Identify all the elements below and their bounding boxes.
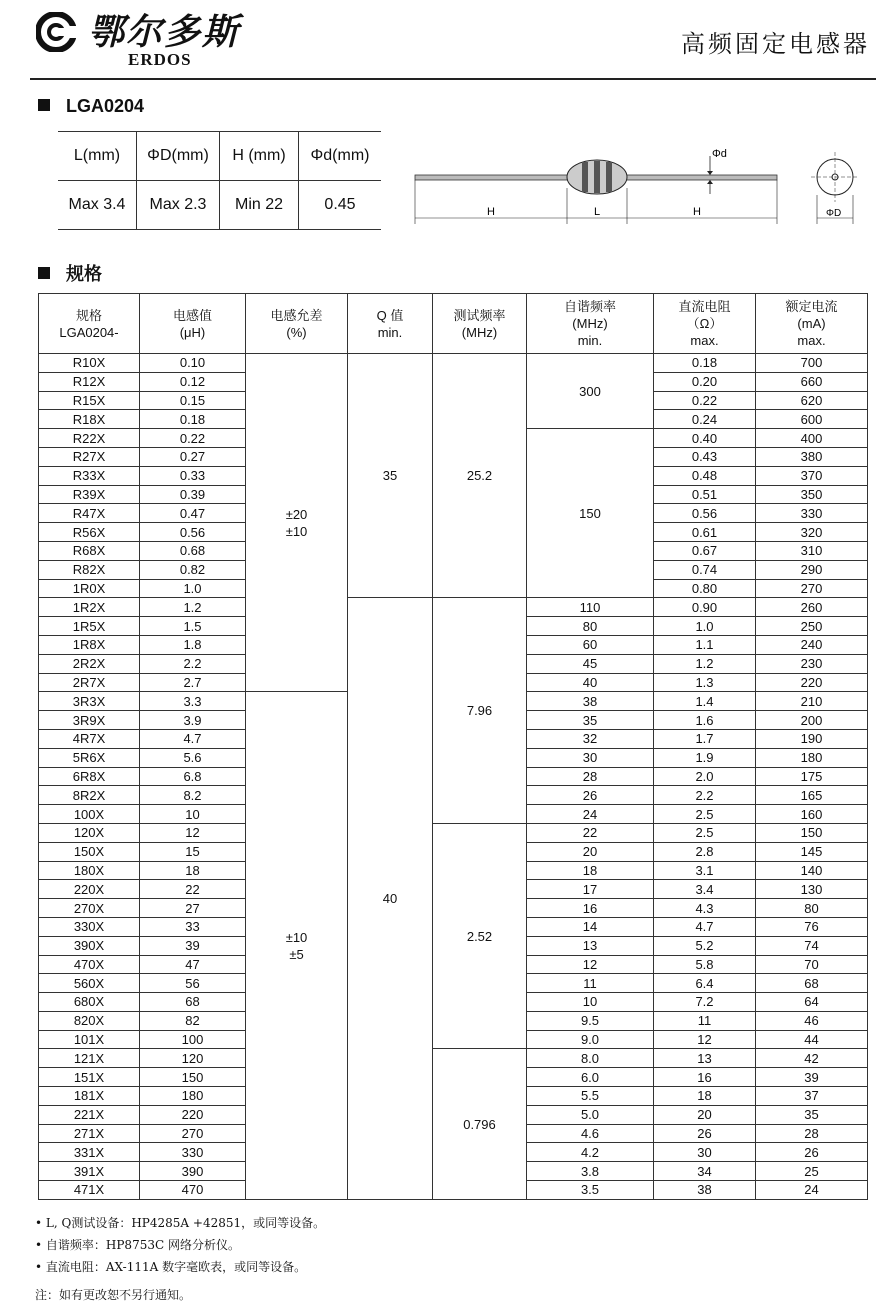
cell-dcr: 5.8 xyxy=(654,955,756,974)
cell-srf: 4.2 xyxy=(527,1143,654,1162)
cell-dcr: 0.24 xyxy=(654,410,756,429)
cell-model: 3R3X xyxy=(39,692,140,711)
cell-inductance: 18 xyxy=(140,861,246,880)
cell-dcr: 0.56 xyxy=(654,504,756,523)
cell-inductance: 270 xyxy=(140,1124,246,1143)
cell-dcr: 7.2 xyxy=(654,993,756,1012)
cell-srf: 32 xyxy=(527,729,654,748)
cell-model: 331X xyxy=(39,1143,140,1162)
lead-length-label-left: H xyxy=(487,206,495,218)
cell-inductance: 120 xyxy=(140,1049,246,1068)
cell-current: 190 xyxy=(756,729,868,748)
logo-mark-icon xyxy=(36,12,76,52)
cell-dcr: 3.4 xyxy=(654,880,756,899)
dim-header: H (mm) xyxy=(220,132,299,181)
cell-dcr: 2.8 xyxy=(654,842,756,861)
cell-srf: 18 xyxy=(527,861,654,880)
component-drawing xyxy=(410,140,870,240)
cell-dcr: 2.0 xyxy=(654,767,756,786)
cell-inductance: 0.18 xyxy=(140,410,246,429)
cell-current: 68 xyxy=(756,974,868,993)
cell-model: 390X xyxy=(39,936,140,955)
cell-model: 560X xyxy=(39,974,140,993)
cell-current: 210 xyxy=(756,692,868,711)
cell-inductance: 100 xyxy=(140,1030,246,1049)
cell-inductance: 68 xyxy=(140,993,246,1012)
cell-model: 330X xyxy=(39,917,140,936)
cell-srf: 110 xyxy=(527,598,654,617)
cell-inductance: 8.2 xyxy=(140,786,246,805)
cell-model: 471X xyxy=(39,1181,140,1200)
table-row xyxy=(39,354,868,373)
cell-model: 181X xyxy=(39,1087,140,1106)
cell-current: 330 xyxy=(756,504,868,523)
cell-current: 380 xyxy=(756,447,868,466)
cell-current: 260 xyxy=(756,598,868,617)
cell-current: 290 xyxy=(756,560,868,579)
cell-model: R33X xyxy=(39,466,140,485)
cell-inductance: 0.68 xyxy=(140,541,246,560)
cell-model: 271X xyxy=(39,1124,140,1143)
cell-current: 42 xyxy=(756,1049,868,1068)
cell-dcr: 1.2 xyxy=(654,654,756,673)
cell-model: R18X xyxy=(39,410,140,429)
cell-dcr: 20 xyxy=(654,1105,756,1124)
cell-inductance: 2.2 xyxy=(140,654,246,673)
cell-model: 220X xyxy=(39,880,140,899)
cell-model: 6R8X xyxy=(39,767,140,786)
cell-dcr: 26 xyxy=(654,1124,756,1143)
logo-chinese: 鄂尔多斯 xyxy=(88,11,241,53)
cell-inductance: 4.7 xyxy=(140,729,246,748)
cell-srf: 35 xyxy=(527,711,654,730)
cell-model: 2R2X xyxy=(39,654,140,673)
cell-current: 240 xyxy=(756,635,868,654)
document-title: 高频固定电感器 xyxy=(681,30,870,58)
cell-current: 600 xyxy=(756,410,868,429)
section-bullet-icon xyxy=(38,267,50,279)
cell-dcr: 0.20 xyxy=(654,372,756,391)
cell-current: 28 xyxy=(756,1124,868,1143)
cell-model: 470X xyxy=(39,955,140,974)
cell-srf: 10 xyxy=(527,993,654,1012)
model-name: LGA0204 xyxy=(66,96,145,116)
cell-srf: 8.0 xyxy=(527,1049,654,1068)
cell-dcr: 1.6 xyxy=(654,711,756,730)
cell-model: R10X xyxy=(39,354,140,373)
cell-model: 4R7X xyxy=(39,729,140,748)
spec-section-title xyxy=(38,260,102,286)
cell-dcr: 0.40 xyxy=(654,429,756,448)
cell-dcr: 34 xyxy=(654,1162,756,1181)
cell-inductance: 330 xyxy=(140,1143,246,1162)
col-header-q: Q 值 min. xyxy=(348,294,433,354)
tolerance-value: ±10 xyxy=(285,523,308,539)
cell-dcr: 0.43 xyxy=(654,447,756,466)
cell-srf: 80 xyxy=(527,617,654,636)
cell-current: 175 xyxy=(756,767,868,786)
cell-srf: 14 xyxy=(527,917,654,936)
cell-dcr: 3.1 xyxy=(654,861,756,880)
cell-current: 25 xyxy=(756,1162,868,1181)
cell-model: R39X xyxy=(39,485,140,504)
cell-dcr: 1.3 xyxy=(654,673,756,692)
cell-inductance: 1.8 xyxy=(140,635,246,654)
cell-current: 130 xyxy=(756,880,868,899)
cell-current: 46 xyxy=(756,1011,868,1030)
col-header-inductance: 电感值 (μH) xyxy=(140,294,246,354)
cell-test-freq: 0.796 xyxy=(433,1049,527,1199)
cell-model: 2R7X xyxy=(39,673,140,692)
cell-model: 120X xyxy=(39,823,140,842)
cell-dcr: 0.90 xyxy=(654,598,756,617)
cell-inductance: 0.39 xyxy=(140,485,246,504)
spec-section-label: 规格 xyxy=(66,264,102,284)
cell-current: 140 xyxy=(756,861,868,880)
cell-srf: 4.6 xyxy=(527,1124,654,1143)
cell-dcr: 38 xyxy=(654,1181,756,1200)
cell-srf: 12 xyxy=(527,955,654,974)
section-bullet-icon xyxy=(38,99,50,111)
cell-dcr: 0.61 xyxy=(654,523,756,542)
col-header-dcr: 直流电阻 （Ω） max. xyxy=(654,294,756,354)
cell-current: 270 xyxy=(756,579,868,598)
cell-inductance: 15 xyxy=(140,842,246,861)
cell-current: 160 xyxy=(756,805,868,824)
cell-model: 1R0X xyxy=(39,579,140,598)
dim-value: Max 3.4 xyxy=(58,181,137,230)
cell-inductance: 0.22 xyxy=(140,429,246,448)
cell-inductance: 47 xyxy=(140,955,246,974)
cell-model: 221X xyxy=(39,1105,140,1124)
cell-current: 165 xyxy=(756,786,868,805)
body-length-label: L xyxy=(594,206,601,218)
cell-srf: 9.5 xyxy=(527,1011,654,1030)
cell-current: 64 xyxy=(756,993,868,1012)
cell-inductance: 27 xyxy=(140,899,246,918)
cell-inductance: 82 xyxy=(140,1011,246,1030)
spec-header-row xyxy=(39,294,868,354)
tolerance-value: ±20 xyxy=(285,506,308,522)
cell-current: 220 xyxy=(756,673,868,692)
cell-dcr: 1.1 xyxy=(654,635,756,654)
cell-current: 150 xyxy=(756,823,868,842)
cell-current: 230 xyxy=(756,654,868,673)
cell-dcr: 18 xyxy=(654,1087,756,1106)
cell-current: 24 xyxy=(756,1181,868,1200)
cell-model: 180X xyxy=(39,861,140,880)
cell-model: R56X xyxy=(39,523,140,542)
cell-inductance: 3.9 xyxy=(140,711,246,730)
note-item: • L, Q测试设备：HP4285A +42851，或同等设备。 xyxy=(35,1216,326,1230)
cell-inductance: 0.56 xyxy=(140,523,246,542)
cell-srf: 38 xyxy=(527,692,654,711)
cell-inductance: 150 xyxy=(140,1068,246,1087)
cell-model: R68X xyxy=(39,541,140,560)
cell-inductance: 2.7 xyxy=(140,673,246,692)
cell-current: 37 xyxy=(756,1087,868,1106)
cell-test-freq: 25.2 xyxy=(433,354,527,598)
cell-current: 39 xyxy=(756,1068,868,1087)
cell-inductance: 22 xyxy=(140,880,246,899)
cell-dcr: 16 xyxy=(654,1068,756,1087)
dim-value: Min 22 xyxy=(220,181,299,230)
cell-current: 350 xyxy=(756,485,868,504)
cell-tolerance xyxy=(246,354,348,692)
cell-model: R82X xyxy=(39,560,140,579)
cell-inductance: 0.12 xyxy=(140,372,246,391)
col-header-current: 额定电流 (mA) max. xyxy=(756,294,868,354)
note-item: • 自谐频率：HP8753C 网络分析仪。 xyxy=(35,1238,240,1252)
cell-srf: 24 xyxy=(527,805,654,824)
tolerance-value: ±5 xyxy=(289,946,304,962)
cell-srf: 150 xyxy=(527,429,654,598)
cell-inductance: 180 xyxy=(140,1087,246,1106)
cell-current: 70 xyxy=(756,955,868,974)
cell-current: 320 xyxy=(756,523,868,542)
cell-current: 370 xyxy=(756,466,868,485)
dim-header: L(mm) xyxy=(58,132,137,181)
cell-dcr: 0.67 xyxy=(654,541,756,560)
cell-srf: 40 xyxy=(527,673,654,692)
cell-inductance: 220 xyxy=(140,1105,246,1124)
cell-q: 40 xyxy=(348,598,433,1200)
table-row xyxy=(39,823,868,842)
cell-current: 35 xyxy=(756,1105,868,1124)
cell-srf: 3.8 xyxy=(527,1162,654,1181)
cell-model: 151X xyxy=(39,1068,140,1087)
cell-inductance: 390 xyxy=(140,1162,246,1181)
inductor-body xyxy=(567,160,627,194)
cell-dcr: 1.4 xyxy=(654,692,756,711)
table-row xyxy=(39,598,868,617)
cell-dcr: 0.22 xyxy=(654,391,756,410)
table-row xyxy=(39,1049,868,1068)
cell-dcr: 2.2 xyxy=(654,786,756,805)
cell-dcr: 0.51 xyxy=(654,485,756,504)
body-diameter-label: ΦD xyxy=(826,208,842,219)
cell-dcr: 0.48 xyxy=(654,466,756,485)
logo-english: ERDOS xyxy=(128,50,192,69)
cell-inductance: 12 xyxy=(140,823,246,842)
cell-model: 100X xyxy=(39,805,140,824)
cell-inductance: 0.33 xyxy=(140,466,246,485)
cell-dcr: 6.4 xyxy=(654,974,756,993)
cell-srf: 28 xyxy=(527,767,654,786)
cell-dcr: 11 xyxy=(654,1011,756,1030)
cell-current: 620 xyxy=(756,391,868,410)
note-item: • 直流电阻：AX-111A 数字毫欧表，或同等设备。 xyxy=(35,1260,307,1274)
cell-model: 680X xyxy=(39,993,140,1012)
cell-model: 1R8X xyxy=(39,635,140,654)
cell-model: 101X xyxy=(39,1030,140,1049)
cell-current: 700 xyxy=(756,354,868,373)
cell-model: R12X xyxy=(39,372,140,391)
cell-tolerance xyxy=(246,692,348,1200)
cell-dcr: 4.7 xyxy=(654,917,756,936)
cell-current: 660 xyxy=(756,372,868,391)
cell-dcr: 12 xyxy=(654,1030,756,1049)
cell-srf: 5.5 xyxy=(527,1087,654,1106)
dim-header: Φd(mm) xyxy=(299,132,382,181)
cell-srf: 3.5 xyxy=(527,1181,654,1200)
cell-inductance: 1.0 xyxy=(140,579,246,598)
col-header-test-freq: 测试频率 (MHz) xyxy=(433,294,527,354)
cell-model: 5R6X xyxy=(39,748,140,767)
col-header-model: 规格 LGA0204- xyxy=(39,294,140,354)
dimension-table xyxy=(58,131,381,230)
lead-diameter-label: Φd xyxy=(712,148,727,160)
cell-srf: 300 xyxy=(527,354,654,429)
dim-header: ΦD(mm) xyxy=(137,132,220,181)
cell-current: 26 xyxy=(756,1143,868,1162)
lead-length-label-right: H xyxy=(693,206,701,218)
cell-model: 121X xyxy=(39,1049,140,1068)
cell-inductance: 10 xyxy=(140,805,246,824)
cell-q: 35 xyxy=(348,354,433,598)
cell-test-freq: 2.52 xyxy=(433,823,527,1049)
cell-model: 820X xyxy=(39,1011,140,1030)
cell-model: 8R2X xyxy=(39,786,140,805)
cell-inductance: 33 xyxy=(140,917,246,936)
notes xyxy=(35,1212,325,1306)
cell-srf: 11 xyxy=(527,974,654,993)
cell-current: 180 xyxy=(756,748,868,767)
cell-current: 80 xyxy=(756,899,868,918)
col-header-srf: 自谐频率 (MHz) min. xyxy=(527,294,654,354)
cell-model: 1R5X xyxy=(39,617,140,636)
cell-model: R22X xyxy=(39,429,140,448)
cell-model: 150X xyxy=(39,842,140,861)
cell-current: 200 xyxy=(756,711,868,730)
dim-value: 0.45 xyxy=(299,181,382,230)
cell-dcr: 1.9 xyxy=(654,748,756,767)
page-header xyxy=(30,0,876,80)
cell-current: 76 xyxy=(756,917,868,936)
cell-inductance: 0.47 xyxy=(140,504,246,523)
cell-model: 391X xyxy=(39,1162,140,1181)
cell-srf: 5.0 xyxy=(527,1105,654,1124)
cell-inductance: 56 xyxy=(140,974,246,993)
cell-inductance: 6.8 xyxy=(140,767,246,786)
cell-current: 310 xyxy=(756,541,868,560)
cell-dcr: 2.5 xyxy=(654,823,756,842)
cell-dcr: 1.0 xyxy=(654,617,756,636)
cell-inductance: 0.10 xyxy=(140,354,246,373)
cell-dcr: 2.5 xyxy=(654,805,756,824)
cell-srf: 60 xyxy=(527,635,654,654)
cell-srf: 30 xyxy=(527,748,654,767)
cell-test-freq: 7.96 xyxy=(433,598,527,824)
cell-inductance: 0.15 xyxy=(140,391,246,410)
cell-dcr: 0.74 xyxy=(654,560,756,579)
cell-current: 74 xyxy=(756,936,868,955)
col-header-tolerance: 电感允差 (%) xyxy=(246,294,348,354)
dim-value: Max 2.3 xyxy=(137,181,220,230)
cell-model: 1R2X xyxy=(39,598,140,617)
cell-model: R27X xyxy=(39,447,140,466)
cell-srf: 9.0 xyxy=(527,1030,654,1049)
cell-dcr: 30 xyxy=(654,1143,756,1162)
spec-table xyxy=(38,293,868,1200)
cell-srf: 6.0 xyxy=(527,1068,654,1087)
model-section-title xyxy=(38,96,144,117)
cell-inductance: 0.27 xyxy=(140,447,246,466)
cell-current: 44 xyxy=(756,1030,868,1049)
cell-current: 400 xyxy=(756,429,868,448)
cell-inductance: 39 xyxy=(140,936,246,955)
cell-inductance: 5.6 xyxy=(140,748,246,767)
cell-dcr: 5.2 xyxy=(654,936,756,955)
cell-model: 270X xyxy=(39,899,140,918)
cell-current: 145 xyxy=(756,842,868,861)
tolerance-value: ±10 xyxy=(285,929,308,945)
cell-dcr: 4.3 xyxy=(654,899,756,918)
cell-inductance: 1.5 xyxy=(140,617,246,636)
cell-inductance: 0.82 xyxy=(140,560,246,579)
cell-srf: 45 xyxy=(527,654,654,673)
cell-dcr: 0.18 xyxy=(654,354,756,373)
disclaimer: 注：如有更改恕不另行通知。 xyxy=(35,1288,192,1302)
cell-model: R47X xyxy=(39,504,140,523)
cell-srf: 13 xyxy=(527,936,654,955)
cell-srf: 20 xyxy=(527,842,654,861)
cell-current: 250 xyxy=(756,617,868,636)
cell-model: R15X xyxy=(39,391,140,410)
cell-inductance: 470 xyxy=(140,1181,246,1200)
cell-inductance: 3.3 xyxy=(140,692,246,711)
cell-srf: 22 xyxy=(527,823,654,842)
cell-srf: 16 xyxy=(527,899,654,918)
cell-dcr: 13 xyxy=(654,1049,756,1068)
cell-srf: 26 xyxy=(527,786,654,805)
cell-inductance: 1.2 xyxy=(140,598,246,617)
cell-model: 3R9X xyxy=(39,711,140,730)
cell-srf: 17 xyxy=(527,880,654,899)
cell-dcr: 1.7 xyxy=(654,729,756,748)
cell-dcr: 0.80 xyxy=(654,579,756,598)
